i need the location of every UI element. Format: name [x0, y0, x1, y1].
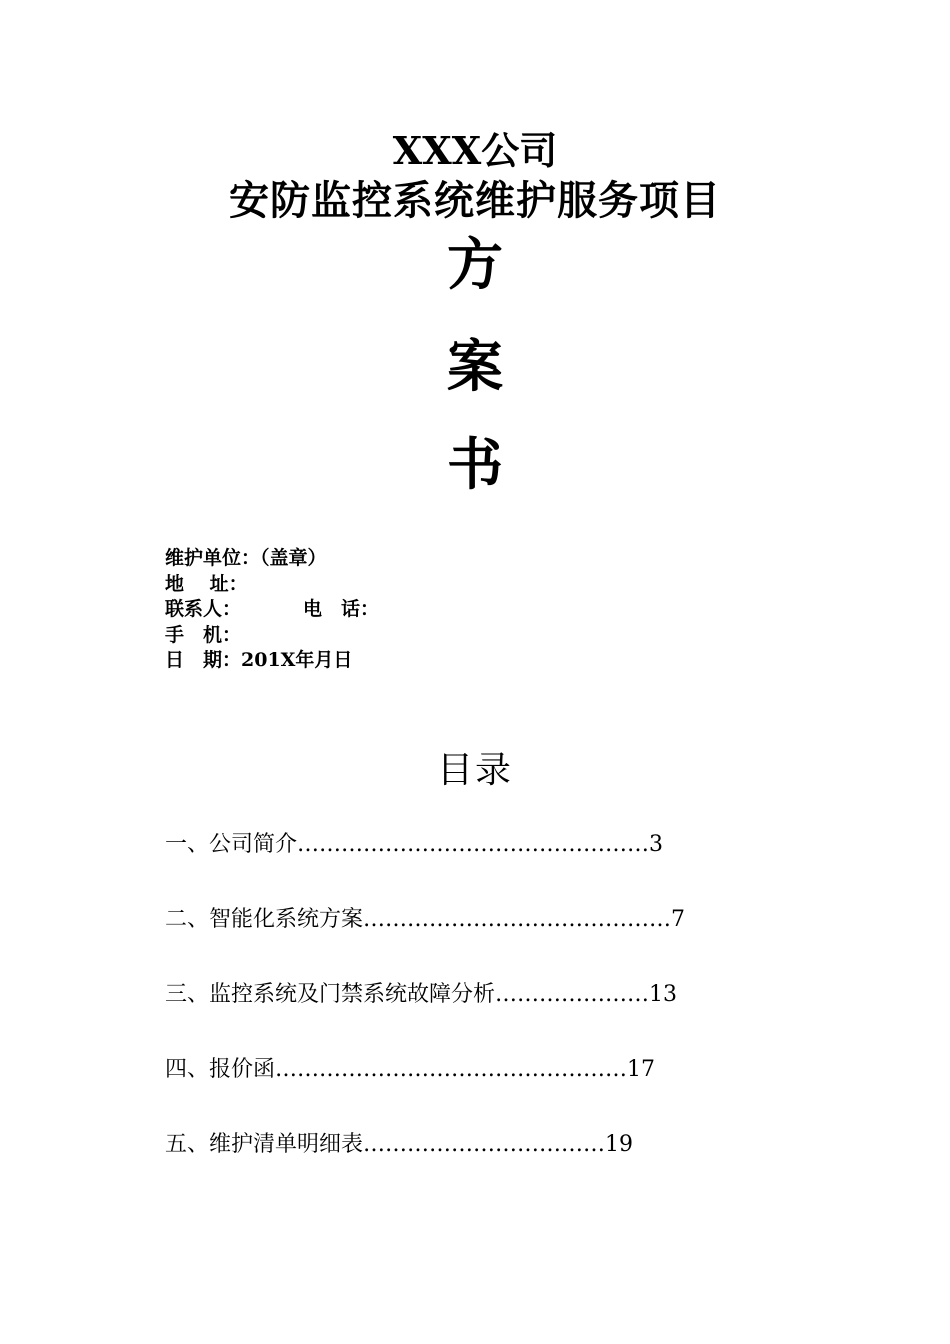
toc-leader-dots: ………………………………………… [297, 832, 650, 857]
maintenance-unit-row [165, 545, 379, 571]
toc-item[interactable] [165, 1127, 685, 1202]
toc-item-label: 一、公司简介 [165, 832, 298, 857]
date-row [165, 647, 379, 673]
toc-page-number: 3 [649, 832, 664, 857]
toc-item[interactable] [165, 827, 685, 902]
title-char-an: 案 [447, 334, 503, 400]
toc-item[interactable] [165, 977, 685, 1052]
title-char-fang: 方 [447, 232, 503, 298]
toc-leader-dots: ………………… [495, 982, 650, 1007]
toc-page-number: 17 [627, 1057, 656, 1082]
project-title: 安防监控系统维护服务项目 [229, 177, 721, 224]
toc-title: 目录 [436, 750, 513, 791]
phone-label: 电 话： [303, 598, 380, 620]
toc-leader-dots: …………………………… [363, 1132, 606, 1157]
mobile-row [165, 622, 379, 648]
toc-leader-dots: ………………………………………… [275, 1057, 628, 1082]
contact-row [165, 596, 379, 622]
date-label: 日 期：201X年月日 [165, 649, 353, 671]
toc-page-number: 7 [671, 907, 686, 932]
toc-page-number: 19 [605, 1132, 634, 1157]
address-label: 地 址： [165, 572, 248, 595]
toc-leader-dots: …………………………………… [363, 907, 672, 932]
toc-item-label: 二、智能化系统方案 [165, 907, 364, 932]
address-row [165, 571, 379, 597]
company-title: XXX公司 [392, 128, 558, 173]
cover-info-block [165, 545, 379, 673]
toc-item-label: 四、报价函 [165, 1057, 276, 1082]
table-of-contents [165, 827, 685, 1202]
mobile-label: 手 机： [165, 623, 242, 646]
maintenance-unit-label: 维护单位：（盖章） [165, 547, 327, 569]
contact-label: 联系人： [165, 598, 242, 620]
toc-item-label: 三、监控系统及门禁系统故障分析 [165, 982, 496, 1007]
toc-page-number: 13 [649, 982, 678, 1007]
title-char-shu: 书 [447, 432, 503, 498]
toc-item-label: 五、维护清单明细表 [165, 1132, 364, 1157]
toc-item[interactable] [165, 902, 685, 977]
toc-item[interactable] [165, 1052, 685, 1127]
